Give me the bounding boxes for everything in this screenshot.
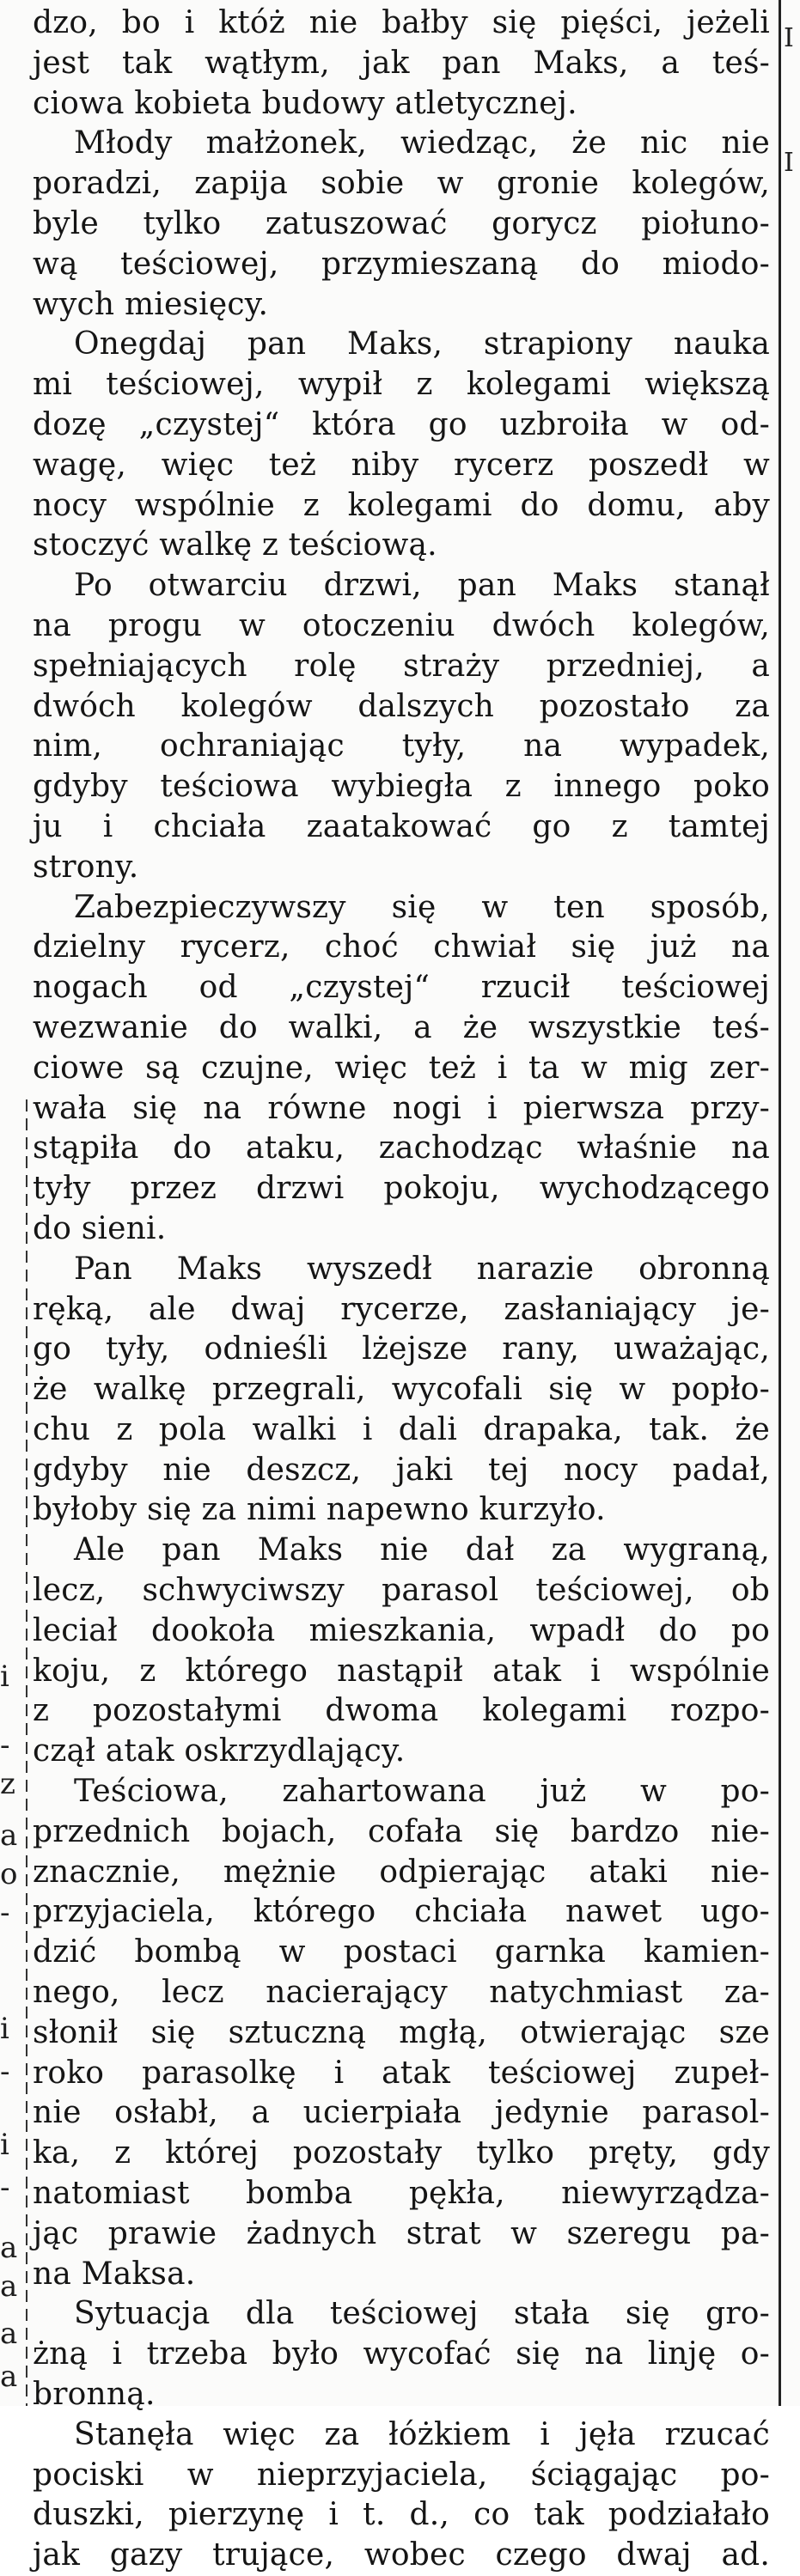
left-fragment: i: [0, 2128, 9, 2162]
left-fragment: -: [0, 1728, 10, 1763]
article-line: z pozostałymi dwoma kolegami rozpo-: [33, 1693, 770, 1729]
article-line: gdyby teściowa wybiegła z innego poko: [33, 769, 770, 805]
article-line: wezwanie do walki, a że wszystkie teś-: [33, 1009, 770, 1045]
article-line: nego, lecz nacierający natychmiast za-: [33, 1975, 770, 2011]
article-line: na Maksa.: [33, 2256, 196, 2292]
article-line: leciał dookoła mieszkania, wpadł do po: [33, 1612, 770, 1648]
article-line: przednich bojach, cofała się bardzo nie-: [33, 1813, 770, 1849]
left-fragment: o: [0, 1857, 18, 1891]
article-line: wała się na równe nogi i pierwsza przy-: [33, 1090, 770, 1126]
article-line: przyjaciela, którego chciała nawet ugo-: [33, 1894, 770, 1930]
article-line: stoczyć walkę z teściową.: [33, 527, 437, 563]
article-line: lecz, schwyciwszy parasol teściowej, ob: [33, 1573, 770, 1609]
article-line: tyły przez drzwi pokoju, wychodzącego: [33, 1171, 770, 1207]
article-line: natomiast bomba pękła, niewyrządza-: [33, 2176, 770, 2212]
column-rule-left: [26, 1099, 27, 2406]
article-line: poradzi, zapija sobie w gronie kolegów,: [33, 166, 770, 202]
left-fragment: i: [0, 1659, 9, 1694]
article-line: byle tylko zatuszować gorycz piołuno-: [33, 205, 770, 241]
article-line: dzo, bo i któż nie bałby się pięści, jeżeli: [33, 5, 770, 40]
article-line: słonił się sztuczną mgłą, otwierając sze: [33, 2014, 770, 2050]
article-line: nie osłabł, a ucierpiała jedynie parasol-: [33, 2095, 770, 2131]
left-fragment: a: [0, 2317, 18, 2351]
article-line: Po otwarciu drzwi, pan Maks stanął: [74, 568, 770, 604]
article-line: nim, ochraniając tyły, na wypadek,: [33, 728, 770, 764]
article-line: dwóch kolegów dalszych pozostało za: [33, 688, 770, 724]
left-fragment: a: [0, 2231, 18, 2265]
article-line: że walkę przegrali, wycofali się w popło-: [33, 1372, 770, 1408]
article-line: wych miesięcy.: [33, 286, 269, 322]
article-line: strony.: [33, 849, 139, 885]
article-line: chu z pola walki i dali drapaka, tak. że: [33, 1411, 770, 1447]
article-line: Ale pan Maks nie dał za wygraną,: [74, 1532, 770, 1568]
right-fragment: I: [784, 23, 794, 53]
article-column: [33, 3, 770, 2573]
article-line: ka, z której pozostały tylko pręty, gdy: [33, 2135, 770, 2171]
article-line: bronną.: [33, 2377, 156, 2413]
article-line: nogach od „czystej“ rzucił teściowej: [33, 970, 770, 1006]
article-line: jest tak wątłym, jak pan Maks, a teś-: [33, 45, 770, 81]
left-fragment: a: [0, 2269, 18, 2304]
left-fragment: -: [0, 2171, 10, 2205]
left-fragment: z: [0, 1767, 15, 1801]
article-line: jąc prawie żadnych strat w szeregu pa-: [33, 2215, 770, 2251]
left-column-edge: [0, 0, 21, 2406]
article-line: żną i trzeba było wycofać się na linję o-: [33, 2336, 770, 2372]
article-line: mi teściowej, wypił z kolegami większą: [33, 367, 770, 403]
article-line: pociski w nieprzyjaciela, ściągając po-: [33, 2457, 770, 2493]
article-line: Pan Maks wyszedł narazie obronną: [74, 1251, 770, 1287]
article-line: stąpiła do ataku, zachodząc właśnie na: [33, 1130, 770, 1166]
article-line: roko parasolkę i atak teściowej zupeł-: [33, 2055, 770, 2091]
article-line: nocy wspólnie z kolegami do domu, aby: [33, 487, 770, 523]
left-fragment: a: [0, 1818, 18, 1853]
column-rule-right: [779, 0, 781, 2406]
right-fragment: I: [784, 148, 794, 178]
article-line: Sytuacja dla teściowej stała się gro-: [74, 2296, 770, 2332]
article-line: wą teściowej, przymieszaną do miodo-: [33, 246, 770, 282]
article-line: Teściowa, zahartowana już w po-: [74, 1774, 770, 1810]
article-line: duszki, pierzynę i t. d., co tak podziałało: [33, 2497, 770, 2533]
article-line: ju i chciała zaatakować go z tamtej: [33, 808, 770, 844]
article-line: gdyby nie deszcz, jaki tej nocy padał,: [33, 1452, 770, 1488]
article-line: na progu w otoczeniu dwóch kolegów,: [33, 607, 770, 643]
article-line: go tyły, odnieśli lżejsze rany, uważając,: [33, 1331, 770, 1367]
left-fragment: -: [0, 2055, 10, 2089]
article-line: dozę „czystej“ która go uzbroiła w od-: [33, 406, 770, 442]
left-fragment: i: [0, 2012, 9, 2046]
article-line: dzielny rycerz, choć chwiał się już na: [33, 929, 770, 965]
article-line: koju, z którego nastąpił atak i wspólnie: [33, 1653, 770, 1689]
article-line: Młody małżonek, wiedząc, że nic nie: [74, 125, 770, 161]
article-line: Zabezpieczywszy się w ten sposób,: [74, 889, 770, 925]
article-line: ciowe są czujne, więc też i ta w mig zer-: [33, 1050, 770, 1086]
article-line: Stanęła więc za łóżkiem i jęła rzucać: [74, 2416, 770, 2452]
article-line: Onegdaj pan Maks, strapiony nauka: [74, 326, 770, 362]
article-line: jak gazy trujące, wobec czego dwaj ad.: [33, 2537, 770, 2573]
article-line: znacznie, mężnie odpierając ataki nie-: [33, 1854, 770, 1890]
article-line: ciowa kobieta budowy atletycznej.: [33, 85, 577, 121]
article-line: byłoby się za nimi napewno kurzyło.: [33, 1492, 606, 1528]
article-line: wagę, więc też niby rycerz poszedł w: [33, 447, 770, 483]
article-line: ręką, ale dwaj rycerze, zasłaniający je-: [33, 1291, 770, 1327]
article-line: dzić bombą w postaci garnka kamien-: [33, 1934, 770, 1970]
article-line: spełniających rolę straży przedniej, a: [33, 648, 770, 684]
article-line: do sieni.: [33, 1210, 167, 1246]
article-line: czął atak oskrzydlający.: [33, 1733, 406, 1769]
left-fragment: -: [0, 1896, 10, 1930]
left-fragment: a: [0, 2360, 18, 2394]
